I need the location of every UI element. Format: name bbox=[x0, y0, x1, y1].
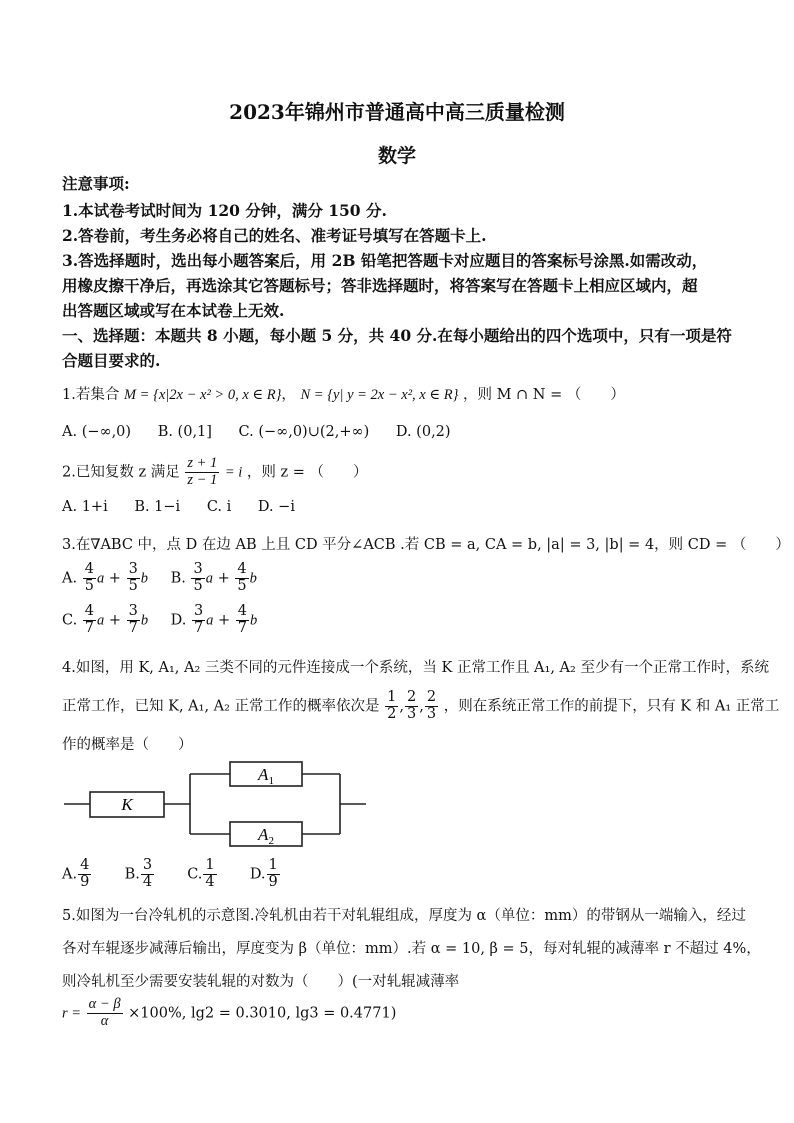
question-4-stem-line1: 4.如图，用 K, A₁, A₂ 三类不同的元件连接成一个系统，当 K 正常工作且 A₁, A₂ 至少有一个正常工作时，系统 bbox=[62, 660, 769, 676]
q4-prob-a2-num: 2 bbox=[426, 689, 437, 705]
q4-prob-a1-num: 2 bbox=[407, 689, 417, 705]
q4-option-b bbox=[125, 858, 183, 891]
q3-a-c2-den: 5 bbox=[128, 577, 138, 594]
q3-c-c2-den: 7 bbox=[128, 619, 138, 636]
q4-option-c-den: 4 bbox=[205, 873, 215, 890]
q3-a-c2-num: 3 bbox=[128, 561, 138, 577]
q3-option-a-label: A. bbox=[62, 570, 78, 587]
q4-prob-a1-den: 3 bbox=[407, 705, 417, 722]
q3-option-d-label: D. bbox=[170, 612, 187, 629]
question-4-stem-line2: 正常工作，已知 K, A₁, A₂ 正常工作的概率依次是 $\frac{1}{2}$ , $\frac{2}{3}$ , $\frac{2}{3}$ ，则在系统正常工作的前提下，只有 K 和 A₁ 正常工 bbox=[62, 689, 780, 722]
q3-c-v1: a bbox=[97, 612, 105, 629]
question-5-formula bbox=[62, 997, 396, 1030]
exam-title: 2023年锦州市普通高中高三质量检测 bbox=[229, 100, 565, 124]
q1-suffix: ，则 M ∩ N = （ ） bbox=[462, 387, 625, 403]
q3-d-v1: a bbox=[206, 612, 214, 629]
q3-d-v2: b bbox=[250, 612, 258, 629]
q5-formula-fraction bbox=[87, 997, 123, 1030]
question-5-stem-line1: 5.如图为一台冷轧机的示意图.冷轧机由若干对轧辊组成，厚度为 α（单位：mm）的带钢从一端输入，经过 bbox=[62, 908, 746, 924]
q2-option-a: A. 1+i bbox=[62, 499, 108, 515]
exam-subject: 数学 bbox=[377, 145, 416, 167]
q3-d-c1-num: 3 bbox=[193, 603, 204, 619]
q3-d-c2-num: 4 bbox=[237, 603, 248, 619]
notice-heading: 注意事项: bbox=[62, 174, 130, 193]
q4-option-c-label: C. bbox=[187, 866, 203, 883]
q3-b-v2: b bbox=[249, 570, 257, 587]
q5-formula-lhs: r = bbox=[62, 1005, 82, 1022]
q4-option-d-label: D. bbox=[249, 866, 266, 883]
q4-option-d bbox=[250, 858, 308, 891]
q3-option-c: C. $\frac{4}{7}$ a + $\frac{3}{7}$ b bbox=[62, 603, 149, 636]
q3-b-c1-den: 5 bbox=[193, 577, 203, 594]
notice-item: 1.本试卷考试时间为 120 分钟，满分 150 分. bbox=[62, 201, 387, 220]
q3-c-c2-num: 3 bbox=[128, 603, 138, 619]
q3-option-b: B. $\frac{3}{5}$ a + $\frac{4}{5}$ b bbox=[170, 561, 257, 594]
q3-b-c1-num: 3 bbox=[193, 561, 203, 577]
notice-item: 出答题区域或写在本试卷上无效. bbox=[62, 301, 285, 320]
q2-fraction-num: z + 1 bbox=[187, 455, 218, 471]
component-a2-letter: A bbox=[258, 825, 269, 844]
question-1-stem: 1.若集合 M = {x|2x − x² > 0, x ∈ R}， N = {y| y = 2x − x², x ∈ R} ，则 M ∩ N = （ ） bbox=[62, 387, 625, 403]
question-3-option-row bbox=[62, 604, 275, 637]
q4-prob-k-num: 1 bbox=[387, 689, 397, 705]
q3-b-c2-den: 5 bbox=[237, 577, 247, 594]
notice-item: 2.答卷前，考生务必将自己的姓名、准考证号填写在答题卡上. bbox=[62, 226, 487, 245]
q1-set-m: M = {x|2x − x² > 0, x ∈ R} bbox=[123, 387, 282, 403]
section-heading-cont: 合题目要求的. bbox=[62, 351, 161, 370]
q4-option-d-den: 9 bbox=[268, 873, 278, 890]
q1-option-c: C. (−∞,0)∪(2,+∞) bbox=[238, 424, 370, 440]
question-1-options bbox=[62, 424, 473, 440]
notice-item: 用橡皮擦干净后，再选涂其它答题标号；答非选择题时，将答案写在答题卡上相应区域内，超 bbox=[62, 276, 698, 295]
q4-option-c bbox=[187, 858, 245, 891]
question-4-options bbox=[62, 858, 308, 891]
q4-option-a-label: A. bbox=[62, 866, 78, 883]
q4-option-b-num: 3 bbox=[142, 857, 153, 873]
q4-prob-k-den: 2 bbox=[387, 705, 397, 722]
component-a1-letter: A bbox=[258, 765, 269, 784]
q1-option-a: A. (−∞,0) bbox=[62, 424, 132, 440]
q2-fraction bbox=[185, 456, 219, 489]
q4-option-a-num: 4 bbox=[80, 857, 90, 873]
component-a1-subscript: 1 bbox=[268, 775, 274, 787]
q2-option-b: B. 1−i bbox=[134, 499, 181, 515]
q3-a-v2: b bbox=[140, 570, 149, 587]
question-5-stem-line3: 则冷轧机至少需要安装轧辊的对数为（ ）(一对轧辊减薄率 bbox=[62, 974, 460, 990]
section-heading: 一、选择题：本题共 8 小题，每小题 5 分，共 40 分.在每小题给出的四个选项中，只有一项是符 bbox=[62, 326, 732, 345]
q1-prefix: 1.若集合 bbox=[62, 387, 120, 403]
component-a2-subscript: 2 bbox=[268, 835, 274, 847]
q3-c-c1-den: 7 bbox=[84, 619, 95, 636]
q3-d-c1-den: 7 bbox=[193, 619, 204, 636]
q4-option-a bbox=[62, 858, 120, 891]
q2-option-c: C. i bbox=[206, 499, 232, 515]
q3-option-d: D. $\frac{3}{7}$ a + $\frac{4}{7}$ b bbox=[170, 603, 258, 636]
q4-line2-end: ，则在系统正常工作的前提下，只有 K 和 A₁ 正常工 bbox=[443, 698, 780, 715]
q4-option-a-den: 9 bbox=[80, 873, 90, 890]
circuit-diagram bbox=[60, 752, 370, 860]
q2-fraction-den: z − 1 bbox=[187, 471, 218, 488]
q3-a-c1-num: 4 bbox=[84, 561, 94, 577]
notice-item: 3.答选择题时，选出每小题答案后，用 2B 铅笔把答题卡对应题目的答案标号涂黑.如需改动， bbox=[62, 251, 708, 270]
question-2-stem bbox=[62, 456, 368, 489]
question-2-options bbox=[62, 499, 317, 515]
q3-a-c1-den: 5 bbox=[84, 577, 94, 594]
question-4-stem-line3: 作的概率是（ ） bbox=[62, 737, 193, 753]
q1-option-b: B. (0,1] bbox=[157, 424, 212, 440]
q3-c-v2: b bbox=[140, 612, 149, 629]
q3-a-v1: a bbox=[96, 570, 105, 587]
q3-b-v1: a bbox=[205, 570, 213, 587]
q5-formula-rhs: ×100%, lg2 = 0.3010, lg3 = 0.4771) bbox=[128, 1005, 397, 1022]
q3-option-b-label: B. bbox=[170, 570, 186, 587]
q4-line2-start: 正常工作，已知 K, A₁, A₂ 正常工作的概率依次是 bbox=[62, 698, 380, 715]
q4-option-d-num: 1 bbox=[268, 857, 278, 873]
q1-option-d: D. (0,2) bbox=[395, 424, 451, 440]
q1-set-n: N = {y| y = 2x − x², x ∈ R} bbox=[300, 387, 459, 403]
question-3-stem: 3.在∇ABC 中，点 D 在边 AB 上且 CD 平分∠ACB .若 CB = a, CA = b, |a| = 3, |b| = 4，则 CD = （ ） bbox=[62, 537, 790, 553]
q2-rhs: = i bbox=[224, 464, 243, 481]
q5-formula-den: α bbox=[100, 1012, 109, 1029]
question-3-option-row bbox=[62, 562, 275, 595]
q4-prob-a2-den: 3 bbox=[426, 705, 437, 722]
q3-b-c2-num: 4 bbox=[237, 561, 247, 577]
q3-option-c-label: C. bbox=[62, 612, 78, 629]
q4-option-b-den: 4 bbox=[142, 873, 153, 890]
component-k-label: K bbox=[121, 795, 133, 814]
q5-formula-num: α − β bbox=[88, 996, 121, 1012]
q3-d-c2-den: 7 bbox=[237, 619, 248, 636]
q4-option-b-label: B. bbox=[124, 866, 140, 883]
q2-prefix: 2.已知复数 z 满足 bbox=[62, 464, 180, 481]
question-5-stem-line2: 各对车辊逐步减薄后输出，厚度变为 β（单位：mm）.若 α = 10, β = 5，每对轧辊的减薄率 r 不超过 4%， bbox=[62, 941, 761, 957]
q3-c-c1-num: 4 bbox=[84, 603, 95, 619]
q4-option-c-num: 1 bbox=[205, 857, 215, 873]
q3-option-a: A. $\frac{4}{5}$ a + $\frac{3}{5}$ b bbox=[62, 561, 149, 594]
q2-suffix: ，则 z = （ ） bbox=[246, 464, 368, 481]
q2-option-d: D. −i bbox=[257, 499, 295, 515]
